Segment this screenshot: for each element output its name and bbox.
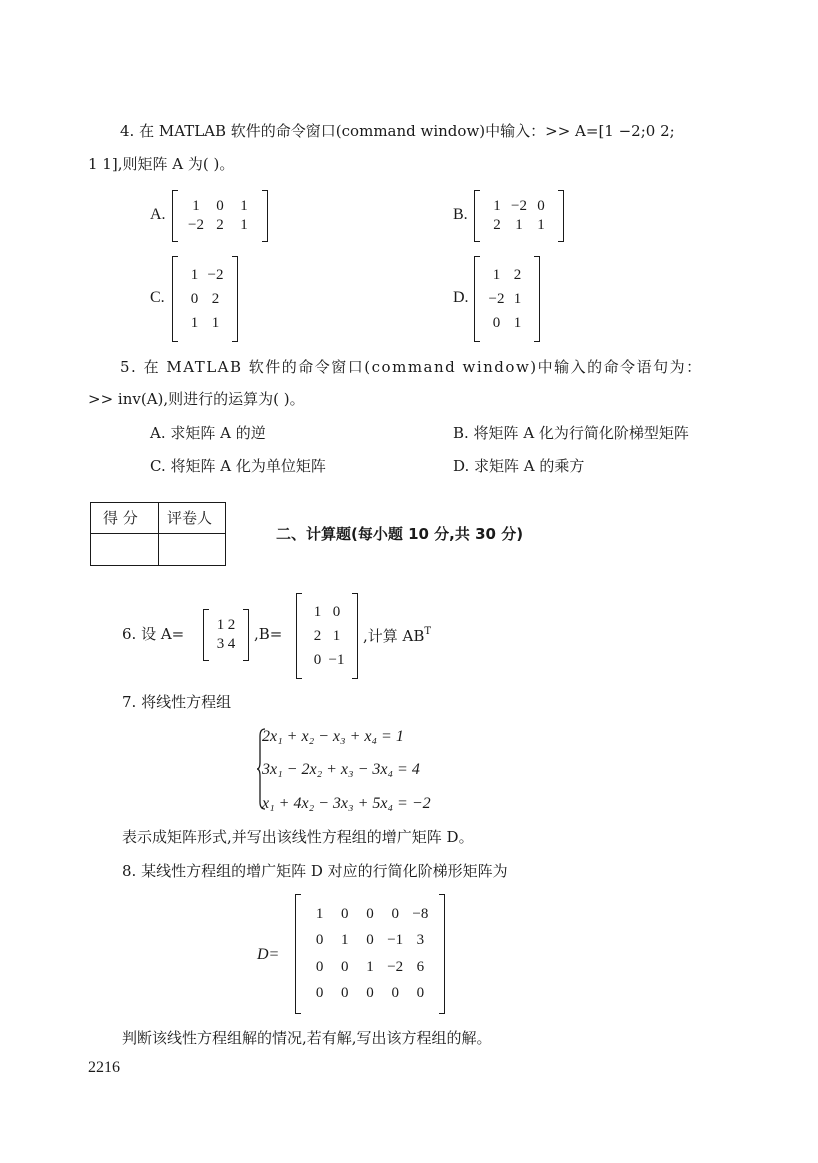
q4-option-a-matrix	[172, 190, 268, 242]
matrix-cell: 0	[366, 985, 374, 1002]
matrix-cell: 1	[216, 617, 225, 633]
right-bracket-icon	[243, 609, 249, 661]
matrix-cell: −2	[207, 266, 224, 283]
matrix-cell: −1	[387, 932, 404, 949]
matrix-cell: 0	[341, 958, 349, 975]
right-bracket-icon	[232, 256, 238, 342]
matrix-cell: 1	[211, 314, 220, 331]
q5-option-d: D. 求矩阵 A 的乘方	[453, 457, 585, 475]
q8-matrix-label: D=	[257, 946, 280, 963]
matrix-cell: 1	[240, 217, 248, 233]
q7-equation-2: 3x₁ − 2x₂ + x₃ − 3x₄ = 4	[262, 761, 420, 778]
matrix-cell: 0	[391, 905, 399, 922]
matrix-cell: 1	[190, 314, 199, 331]
matrix-cell: 0	[315, 985, 324, 1002]
matrix-cell: 2	[216, 217, 224, 233]
matrix-cell: 1	[513, 290, 522, 307]
matrix-cell: 0	[366, 905, 374, 922]
q7-equation-1: 2x₁ + x₂ − x₃ + x₄ = 1	[262, 728, 404, 745]
right-bracket-icon	[534, 256, 540, 342]
matrix-cell: 0	[341, 905, 349, 922]
matrix-cell: 6	[416, 958, 425, 975]
matrix-cell: 1	[341, 932, 349, 949]
matrix-cell: 2	[513, 266, 522, 283]
q4-option-d-label: D.	[453, 289, 469, 306]
page-number: 2216	[88, 1059, 120, 1076]
matrix-cell: 0	[332, 603, 341, 620]
q6-matrix-a	[203, 609, 249, 661]
right-bracket-icon	[262, 190, 268, 242]
matrix-cell: −8	[412, 905, 429, 922]
right-bracket-icon	[352, 593, 358, 679]
matrix-cell: 1	[493, 198, 501, 214]
q7-outro: 表示成矩阵形式,并写出该线性方程组的增广矩阵 D。	[122, 828, 474, 846]
q6-suffix: ,计算 $AB^T$	[363, 626, 432, 645]
left-bracket-icon	[172, 190, 178, 242]
left-bracket-icon	[295, 894, 301, 1014]
matrix-cell: 0	[341, 985, 349, 1002]
matrix-cell: 0	[537, 198, 545, 214]
q8-outro: 判断该线性方程组解的情况,若有解,写出该方程组的解。	[122, 1029, 492, 1047]
matrix-cell: 1	[366, 958, 374, 975]
score-table	[90, 502, 226, 566]
matrix-cell: 1	[513, 314, 522, 331]
matrix-cell: 3	[416, 932, 425, 949]
q6-transpose-sup: T	[424, 626, 432, 637]
left-bracket-icon	[172, 256, 178, 342]
matrix-cell: 0	[315, 958, 324, 975]
right-bracket-icon	[558, 190, 564, 242]
q7-intro: 7. 将线性方程组	[122, 693, 232, 711]
q8-intro: 8. 某线性方程组的增广矩阵 D 对应的行简化阶梯形矩阵为	[122, 862, 508, 880]
q5-stem-line1: 5. 在 MATLAB 软件的命令窗口(command window)中输入的命令语句为：	[120, 358, 703, 376]
q4-stem-line2: 1 1],则矩阵 A 为( )。	[88, 155, 235, 173]
q5-option-c: C. 将矩阵 A 化为单位矩阵	[150, 457, 326, 475]
matrix-cell: −1	[328, 651, 345, 668]
matrix-cell: 0	[416, 985, 425, 1002]
matrix-cell: 0	[315, 932, 324, 949]
matrix-cell: 1	[192, 198, 200, 214]
matrix-cell: 0	[313, 651, 322, 668]
q4-option-a-label: A.	[150, 206, 166, 223]
right-bracket-icon	[439, 894, 445, 1014]
matrix-cell: 0	[366, 932, 374, 949]
q5-stem-line2: >> inv(A),则进行的运算为( )。	[88, 390, 305, 408]
matrix-cell: 0	[492, 314, 501, 331]
q6-prefix: 6. 设 A=	[122, 625, 185, 643]
matrix-cell: 2	[313, 627, 322, 644]
q4-option-b-label: B.	[453, 206, 468, 223]
q4-option-c-matrix	[172, 256, 238, 342]
matrix-cell: 1	[537, 217, 545, 233]
matrix-cell: 1	[332, 627, 341, 644]
left-bracket-icon	[296, 593, 302, 679]
matrix-cell: 1	[315, 905, 324, 922]
left-bracket-icon	[474, 256, 480, 342]
matrix-cell: 2	[227, 617, 236, 633]
score-table-score-header: 得 分	[103, 509, 138, 527]
q6-matrix-b	[296, 593, 358, 679]
q5-option-b: B. 将矩阵 A 化为行简化阶梯型矩阵	[453, 424, 689, 442]
matrix-cell: 1	[492, 266, 501, 283]
matrix-cell: 0	[216, 198, 224, 214]
q7-equation-3: x₁ + 4x₂ − 3x₃ + 5x₄ = −2	[262, 795, 431, 812]
matrix-cell: 0	[190, 290, 199, 307]
left-bracket-icon	[474, 190, 480, 242]
q5-option-a: A. 求矩阵 A 的逆	[150, 424, 266, 442]
matrix-cell: −2	[387, 958, 404, 975]
q6-mid: ,B=	[254, 625, 283, 643]
left-bracket-icon	[203, 609, 209, 661]
matrix-cell: −2	[488, 290, 505, 307]
matrix-cell: 1	[515, 217, 523, 233]
matrix-cell: 1	[240, 198, 248, 214]
matrix-cell: 0	[391, 985, 399, 1002]
matrix-cell: −2	[188, 217, 204, 233]
q4-option-d-matrix	[474, 256, 540, 342]
matrix-cell: −2	[511, 198, 527, 214]
score-table-grader-header: 评卷人	[167, 509, 213, 527]
q4-stem-line1: 4. 在 MATLAB 软件的命令窗口(command window)中输入：>> A=[1 −2;0 2;	[120, 122, 675, 140]
matrix-cell: 1	[313, 603, 322, 620]
matrix-cell: 2	[493, 217, 501, 233]
matrix-cell: 3	[216, 636, 225, 652]
q4-option-c-label: C.	[150, 289, 165, 306]
matrix-cell: 1	[190, 266, 199, 283]
q8-matrix-d	[295, 894, 445, 1014]
matrix-cell: 2	[211, 290, 220, 307]
q4-option-b-matrix	[474, 190, 564, 242]
section-title: 二、计算题(每小题 10 分,共 30 分)	[276, 525, 524, 543]
matrix-cell: 4	[227, 636, 236, 652]
